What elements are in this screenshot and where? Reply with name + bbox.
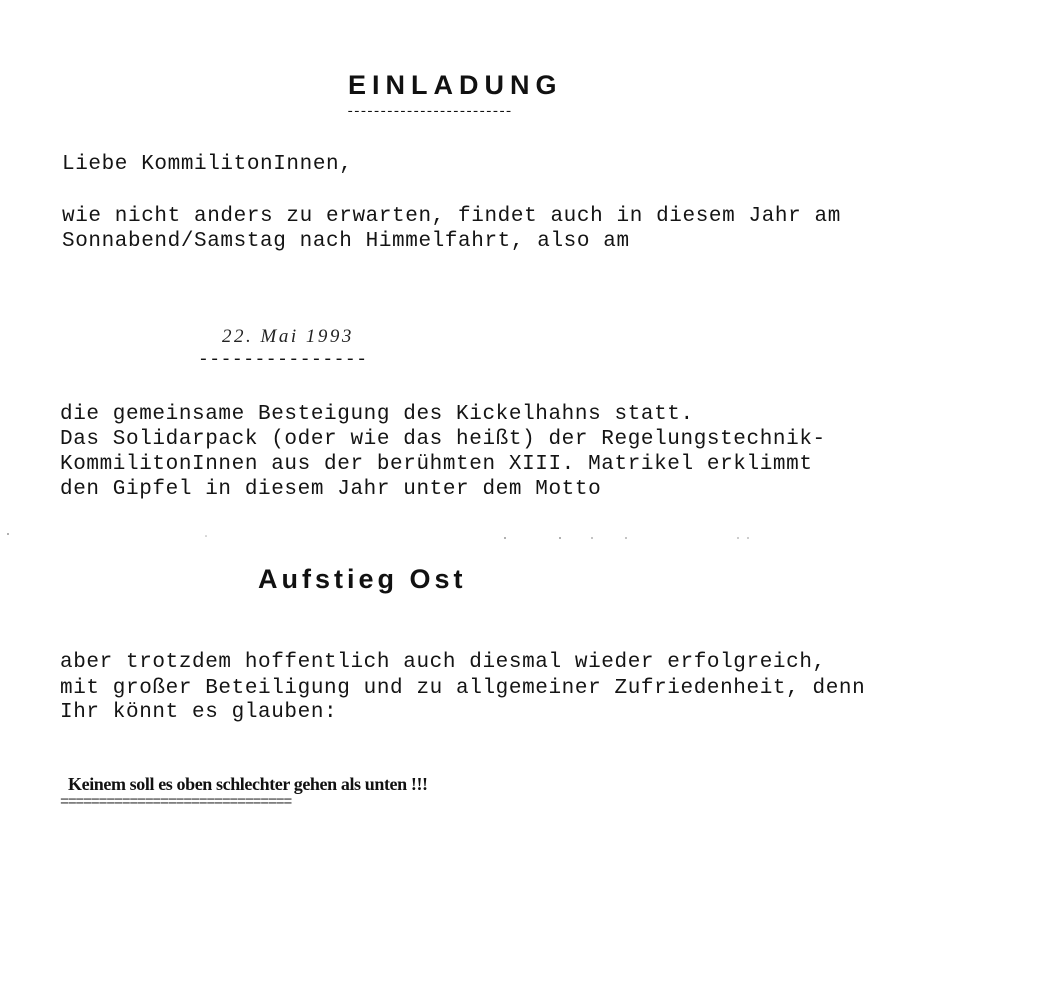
scan-specks bbox=[0, 530, 1049, 544]
body-line-1: die gemeinsame Besteigung des Kickelhahns statt. bbox=[60, 403, 694, 426]
closing-underline: ============================== bbox=[60, 794, 292, 811]
outro-line-2: mit großer Beteiligung und zu allgemeiner Zufriedenheit, denn bbox=[60, 677, 866, 700]
motto-heading: Aufstieg Ost bbox=[258, 564, 467, 594]
closing-slogan: Keinem soll es oben schlechter gehen als unten !!! bbox=[68, 774, 428, 794]
body-line-3: KommilitonInnen aus der berühmten XIII. Matrikel erklimmt bbox=[60, 453, 813, 476]
body-line-2: Das Solidarpack (oder wie das heißt) der Regelungstechnik- bbox=[60, 428, 826, 451]
document-title: EINLADUNG bbox=[348, 70, 563, 100]
date-underline: --------------- bbox=[198, 350, 368, 370]
outro-line-3: Ihr könnt es glauben: bbox=[60, 701, 338, 724]
intro-line-2: Sonnabend/Samstag nach Himmelfahrt, also am bbox=[62, 230, 630, 253]
outro-line-1: aber trotzdem hoffentlich auch diesmal wieder erfolgreich, bbox=[60, 651, 826, 674]
body-line-4: den Gipfel in diesem Jahr unter dem Motto bbox=[60, 478, 602, 501]
event-date: 22. Mai 1993 bbox=[222, 326, 354, 347]
title-underline: ------------------------- bbox=[346, 104, 512, 120]
salutation: Liebe KommilitonInnen, bbox=[62, 153, 353, 176]
intro-line-1: wie nicht anders zu erwarten, findet auch in diesem Jahr am bbox=[62, 205, 841, 228]
